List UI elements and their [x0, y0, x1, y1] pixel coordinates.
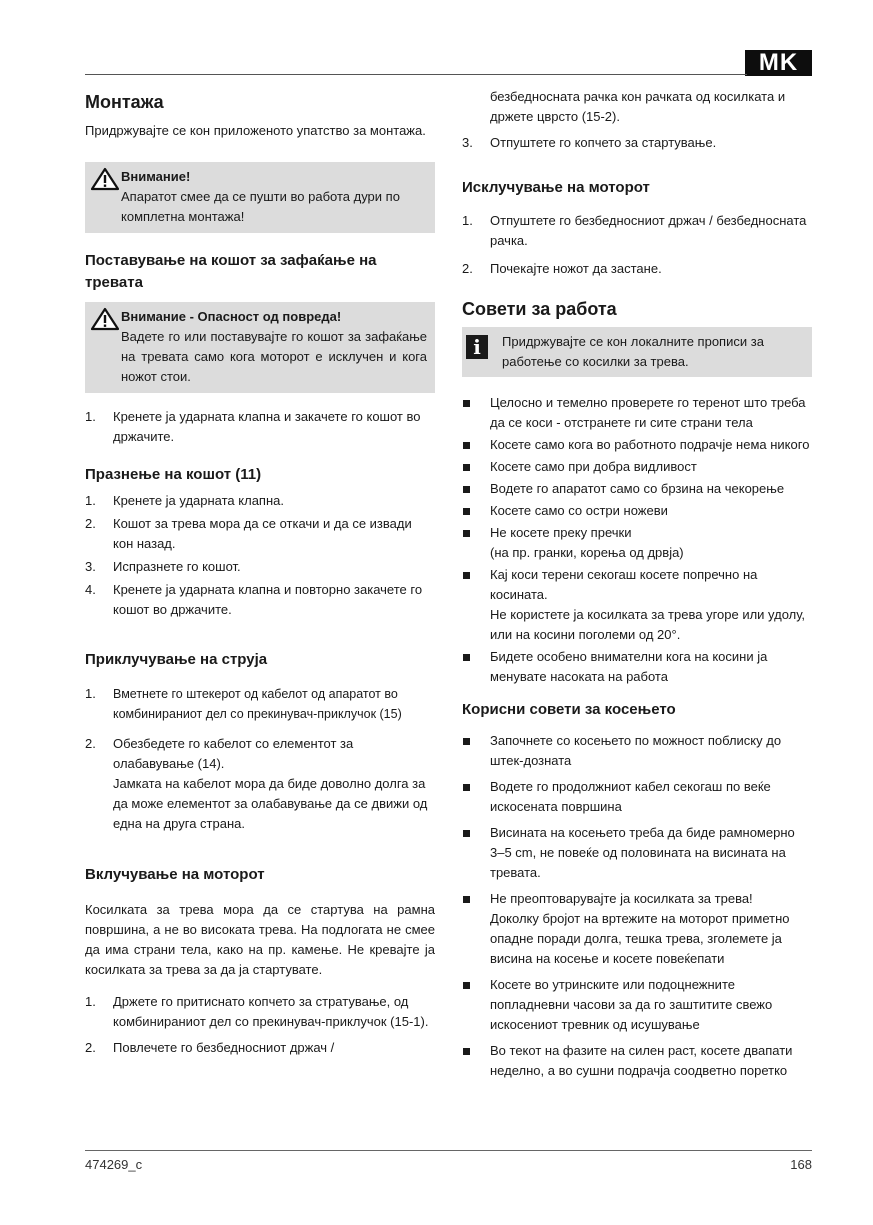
warning-box-kosh: [85, 302, 435, 393]
bullet-icon: [463, 654, 470, 661]
list-item: 1. Отпуштете го безбедносниот држач / безбедносната рачка.: [462, 213, 807, 248]
list-item: 4. Кренете ја ударната клапна и повторно закачете го кошот во држачите.: [85, 582, 423, 617]
list-item: Бидете особено внимателни кога на косини ја менувате насоката на работа: [462, 647, 812, 687]
continued-text: безбедносната рачка кон рачката од косилката и држете цврсто (15-2).: [490, 89, 786, 124]
bullet-icon: [463, 830, 470, 837]
list-item: Започнете со косењето по можност поблиску до штек-дозната: [462, 731, 812, 771]
list-item: Косете само кога во работното подрачје нема никого: [462, 435, 812, 455]
list-item: Кај коси терени секогаш косете попречно на косината. Не користете ја косилката за трева угоре или удолу, или на косини поголеми од 20°.: [462, 565, 812, 645]
montaza-text: Придржувајте се кон приложеното упатство за монтажа.: [85, 123, 426, 138]
list-item: 3. Испразнете го кошот.: [85, 559, 241, 574]
bullet-icon: [463, 464, 470, 471]
bullet-icon: [463, 982, 470, 989]
list-item: 1. Кренете ја ударната клапна.: [85, 493, 284, 508]
warning-text: Вадете го или поставувајте го кошот за зафаќање на тревата само кога моторот е исклучен и кога ножот стои.: [121, 329, 427, 384]
bullet-icon: [463, 738, 470, 745]
list-item: 2. Почекајте ножот да застане.: [462, 261, 662, 276]
warning-title: Внимание - Опасност од повреда!: [121, 309, 342, 324]
warning-title: Внимание!: [121, 169, 191, 184]
cont-steps: [462, 133, 812, 153]
bullet-icon: [463, 784, 470, 791]
vkluc-steps: [85, 992, 435, 1058]
list-item: 1. Држете го притиснато копчето за стратување, од комбинираниот дел со прекинувач-приклучок (15-1).: [85, 994, 429, 1029]
bullet-icon: [463, 486, 470, 493]
footer-rule: [85, 1150, 812, 1151]
language-badge: MK: [745, 50, 812, 76]
header-rule: [85, 74, 747, 75]
section-title-praznenje: Празнење на кошот (11): [85, 466, 262, 483]
list-item: Косете само со остри ножеви: [462, 501, 812, 521]
praznenje-steps: [85, 491, 435, 620]
section-title-montaza: Монтажа: [85, 92, 164, 112]
list-item: Висината на косењето треба да биде рамномерно 3–5 cm, не повеќе од половината на висината на тревата.: [462, 823, 812, 883]
korisni-bullets: [462, 731, 812, 1081]
left-column: [85, 87, 435, 1058]
kosh-steps: [85, 407, 435, 447]
bullet-icon: [463, 896, 470, 903]
bullet-icon: [463, 572, 470, 579]
section-title-kosh: Поставување на кошот за зафаќање на тревата: [85, 252, 377, 291]
warning-triangle-icon: [91, 167, 121, 227]
list-item: 2. Кошот за трева мора да се откачи и да се извади кон назад.: [85, 516, 412, 551]
list-item: Не косете преку пречки (на пр. гранки, корења од дрвја): [462, 523, 812, 563]
step-text: Обезбедете го кабелот со елементот за олабавување (14).: [113, 736, 354, 771]
warning-text: Апаратот смее да се пушти во работа дури по комплетна монтажа!: [121, 189, 400, 224]
section-title-korisni: Корисни совети за косењето: [462, 701, 676, 718]
info-text: Придржувајте се кон локалните прописи за работење со косилки за трева.: [502, 334, 764, 369]
bullet-icon: [463, 442, 470, 449]
info-icon: i: [466, 335, 488, 359]
list-item: Косете во утринските или подоцнежните попладневни часови за да го заштитите свежо искосениот тревник од исушување: [462, 975, 812, 1035]
saveti-bullets: [462, 393, 812, 687]
warning-triangle-icon: [91, 307, 121, 387]
list-item: Водете го апаратот само со брзина на чекорење: [462, 479, 812, 499]
bullet-icon: [463, 1048, 470, 1055]
iskluc-steps: [462, 211, 812, 279]
footer-doc-id: 474269_c: [85, 1157, 143, 1172]
warning-box-montaza: [85, 162, 435, 233]
list-item: Целосно и темелно проверете го теренот што треба да се коси - отстранете ги сите страни тела: [462, 393, 812, 433]
list-item: 2. Обезбедете го кабелот со елементот за олабавување (14). Јамката на кабелот мора да биде доволно долга за да може елементот за олабавување да се движи од една на друга страна.: [85, 734, 435, 834]
bullet-icon: [463, 530, 470, 537]
list-item: Водете го продолжниот кабел секогаш по веќе искосената површина: [462, 777, 812, 817]
section-title-vkluc: Вклучување на моторот: [85, 866, 265, 883]
list-item: Не преоптоварувајте ја косилката за трева! Доколку бројот на вртежите на моторот приметно опадне поради долга, тешка трева, зголемете ја висина на косење и косете повеќепати: [462, 889, 812, 969]
vkluc-text: Косилката за трева мора да се стартува на рамна површина, а не во високата трева. На подлогата не смее да има страни тела, како на пр. камење. Не кревајте ја косилката за трева за да ја стартувате.: [85, 902, 435, 977]
info-box: [462, 327, 812, 377]
section-title-struja: Приклучување на струја: [85, 651, 268, 668]
struja-steps: [85, 684, 435, 834]
section-title-iskluc: Исклучување на моторот: [462, 179, 650, 196]
right-column: [462, 87, 812, 1081]
bullet-icon: [463, 508, 470, 515]
list-item: Во текот на фазите на силен раст, косете двапати неделно, а во сушни подрачја соодветно поретко: [462, 1041, 812, 1081]
list-item: 2. Повлечете го безбедносниот држач /: [85, 1040, 335, 1055]
list-item: 1. Вметнете го штекерот од кабелот од апаратот во комбинираниот дел со прекинувач-приклучок (15): [85, 686, 402, 721]
bullet-icon: [463, 400, 470, 407]
list-item: 3. Отпуштете го копчето за стартување.: [462, 135, 717, 150]
list-item: 1. Кренете ја ударната клапна и закачете го кошот во држачите.: [85, 409, 421, 444]
section-title-saveti: Совети за работа: [462, 299, 617, 319]
list-item: Косете само при добра видливост: [462, 457, 812, 477]
step-text-extra: Јамката на кабелот мора да биде доволно долга за да може елементот за олабавување да се движи од една на друга страна.: [113, 776, 428, 831]
page-number: 168: [790, 1157, 812, 1172]
